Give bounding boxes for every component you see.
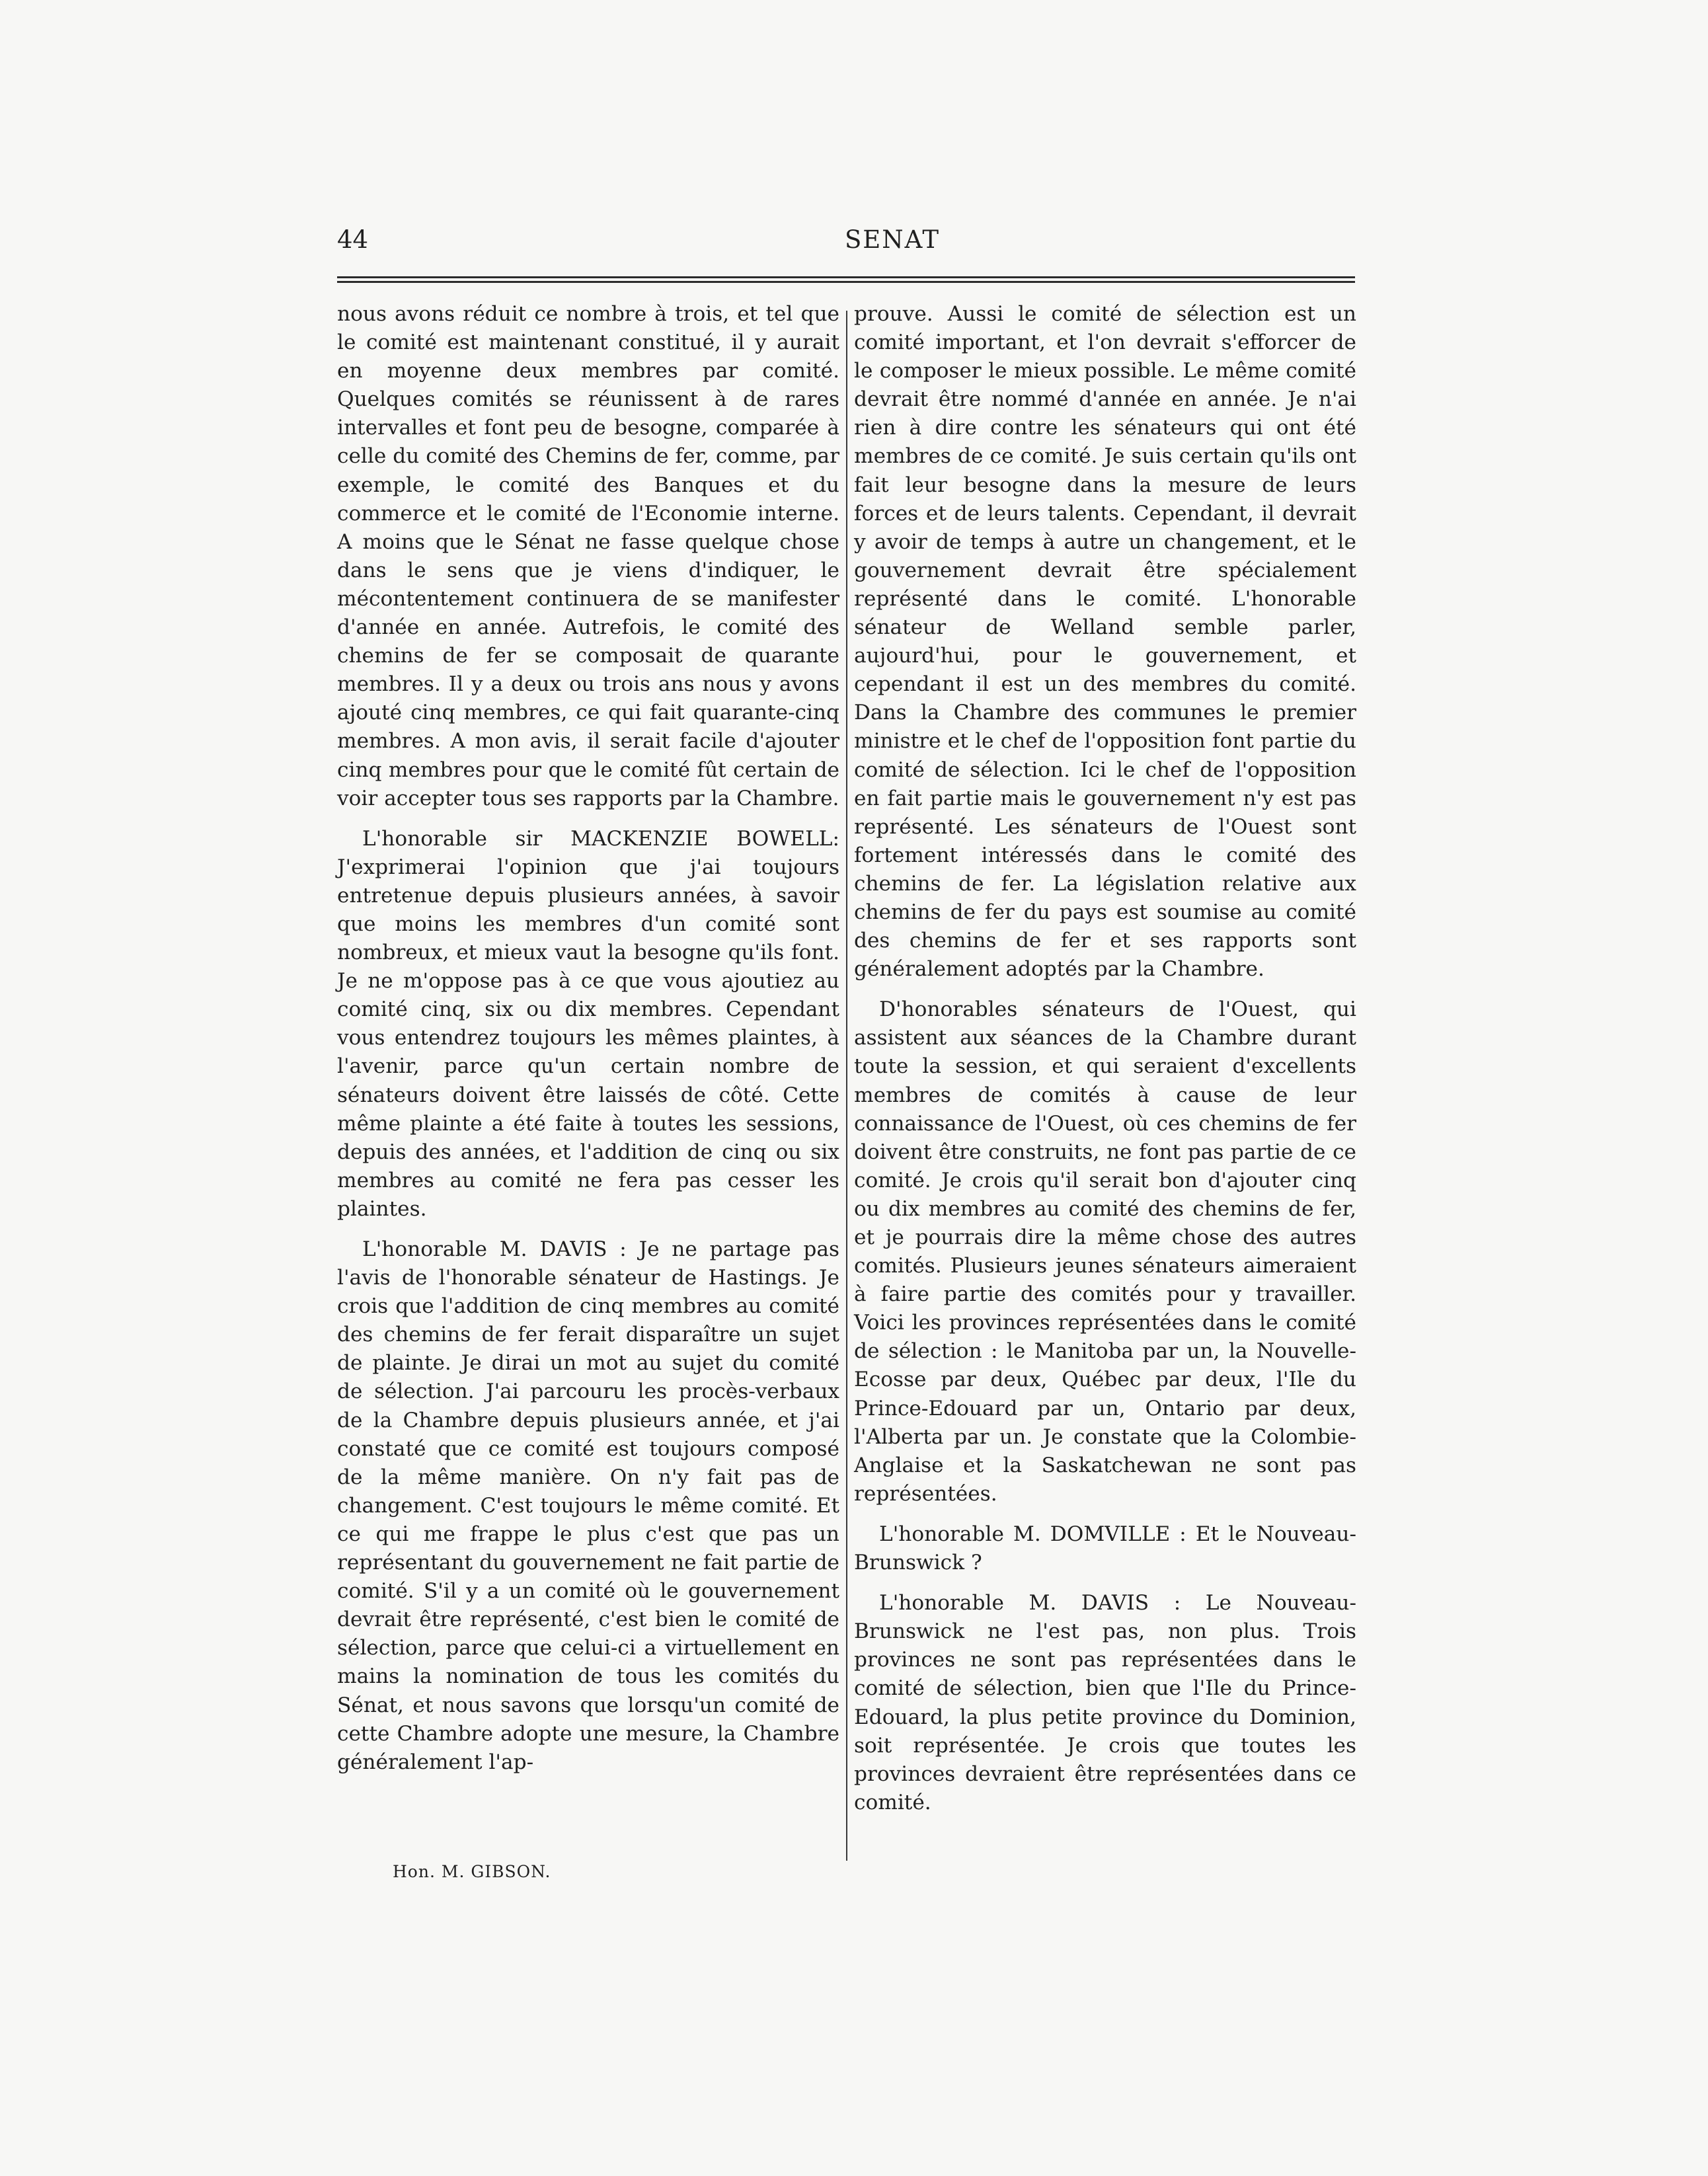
paragraph: L'honorable sir MACKENZIE BOWELL: J'exprimerai l'opinion que j'ai toujours entretenue depuis plusieurs années, à savoir que moins les membres d'un comité sont nombreux, et mieux vaut la besogne qu'ils font. Je ne m'oppose pas à ce que vous ajoutiez au comité cinq, six ou dix membres. Cependant vous entendrez toujours les mêmes plaintes, à l'avenir, parce qu'un certain nombre de sénateurs doivent être laissés de côté. Cette même plainte a été faite à toutes les sessions, depuis des années, et l'addition de cinq ou six membres au comité ne fera pas cesser les plaintes.: [337, 826, 839, 1221]
paragraph: D'honorables sénateurs de l'Ouest, qui assistent aux séances de la Chambre durant toute la session, et qui seraient d'excellents membres de comités à cause de leur connaissance de l'Ouest, où ces chemins de fer doivent être construits, ne font pas partie de ce comité. Je crois qu'il serait bon d'ajouter cinq ou dix membres au comité des chemins de fer, et je pourrais dire la même chose des autres comités. Plusieurs jeunes sénateurs aimeraient à faire partie des comités pour y travailler. Voici les provinces représentées dans le comité de sélection : le Manitoba par un, la Nouvelle-Ecosse par deux, Québec par deux, l'Ile du Prince-Edouard par un, Ontario par deux, l'Alberta par un. Je constate que la Colombie-Anglaise et la Saskatchewan ne sont pas représentées.: [854, 997, 1356, 1506]
footer-speaker-note: Hon. M. GIBSON.: [393, 1862, 551, 1881]
right-column: [854, 300, 1356, 1817]
page-number: 44: [337, 225, 369, 254]
column-divider: [846, 311, 847, 1861]
paragraph: nous avons réduit ce nombre à trois, et tel que le comité est maintenant constitué, il y aurait en moyenne deux membres par comité. Quelques comités se réunissent à de rares intervalles et font peu de besogne, comparée à celle du comité des Chemins de fer, comme, par exemple, le comité des Banques et du commerce et le comité de l'Economie interne. A moins que le Sénat ne fasse quelque chose dans le sens que je viens d'indiquer, le mécontentement continuera de se manifester d'année en année. Autrefois, le comité des chemins de fer se composait de quarante membres. Il y a deux ou trois ans nous y avons ajouté cinq membres, ce qui fait quarante-cinq membres. A mon avis, il serait facile d'ajouter cinq membres pour que le comité fût certain de voir accepter tous ses rapports par la Chambre.: [337, 302, 839, 810]
left-column: [337, 300, 839, 1777]
paragraph: L'honorable M. DOMVILLE : Et le Nouveau-Brunswick ?: [854, 1522, 1356, 1575]
paragraph: prouve. Aussi le comité de sélection est un comité important, et l'on devrait s'efforcer de le composer le mieux possible. Le même comité devrait être nommé d'année en année. Je n'ai rien à dire contre les sénateurs qui ont été membres de ce comité. Je suis certain qu'ils ont fait leur besogne dans la mesure de leurs forces et de leurs talents. Cependant, il devrait y avoir de temps à autre un changement, et le gouvernement devrait être spécialement représenté dans le comité. L'honorable sénateur de Welland semble parler, aujourd'hui, pour le gouvernement, et cependant il est un des membres du comité. Dans la Chambre des communes le premier ministre et le chef de l'opposition font partie du comité de sélection. Ici le chef de l'opposition en fait partie mais le gouvernement n'y est pas représenté. Les sénateurs de l'Ouest sont fortement intéressés dans le comité des chemins de fer. La législation relative aux chemins de fer du pays est soumise au comité des chemins de fer et ses rapports sont généralement adoptés par la Chambre.: [854, 302, 1356, 982]
running-title: SENAT: [844, 225, 941, 254]
paragraph: L'honorable M. DAVIS : Je ne partage pas l'avis de l'honorable sénateur de Hastings. Je crois que l'addition de cinq membres au comité des chemins de fer ferait disparaître un sujet de plainte. Je dirai un mot au sujet du comité de sélection. J'ai parcouru les procès-verbaux de la Chambre depuis plusieurs année, et j'ai constaté que ce comité est toujours composé de la même manière. On n'y fait pas de changement. C'est toujours le même comité. Et ce qui me frappe le plus c'est que pas un représentant du gouvernement ne fait partie de comité. S'il y a un comité où le gouvernement devrait être représenté, c'est bien le comité de sélection, parce que celui-ci a virtuellement en mains la nomination de tous les comités du Sénat, et nous savons que lorsqu'un comité de cette Chambre adopte une mesure, la Chambre généralement l'ap-: [337, 1237, 839, 1774]
paragraph: L'honorable M. DAVIS : Le Nouveau-Brunswick ne l'est pas, non plus. Trois provinces ne sont pas représentées dans le comité de sélection, bien que l'Ile du Prince-Edouard, la plus petite province du Dominion, soit représentée. Je crois que toutes les provinces devraient être représentées dans ce comité.: [854, 1591, 1356, 1814]
header-double-rule: [337, 276, 1355, 283]
